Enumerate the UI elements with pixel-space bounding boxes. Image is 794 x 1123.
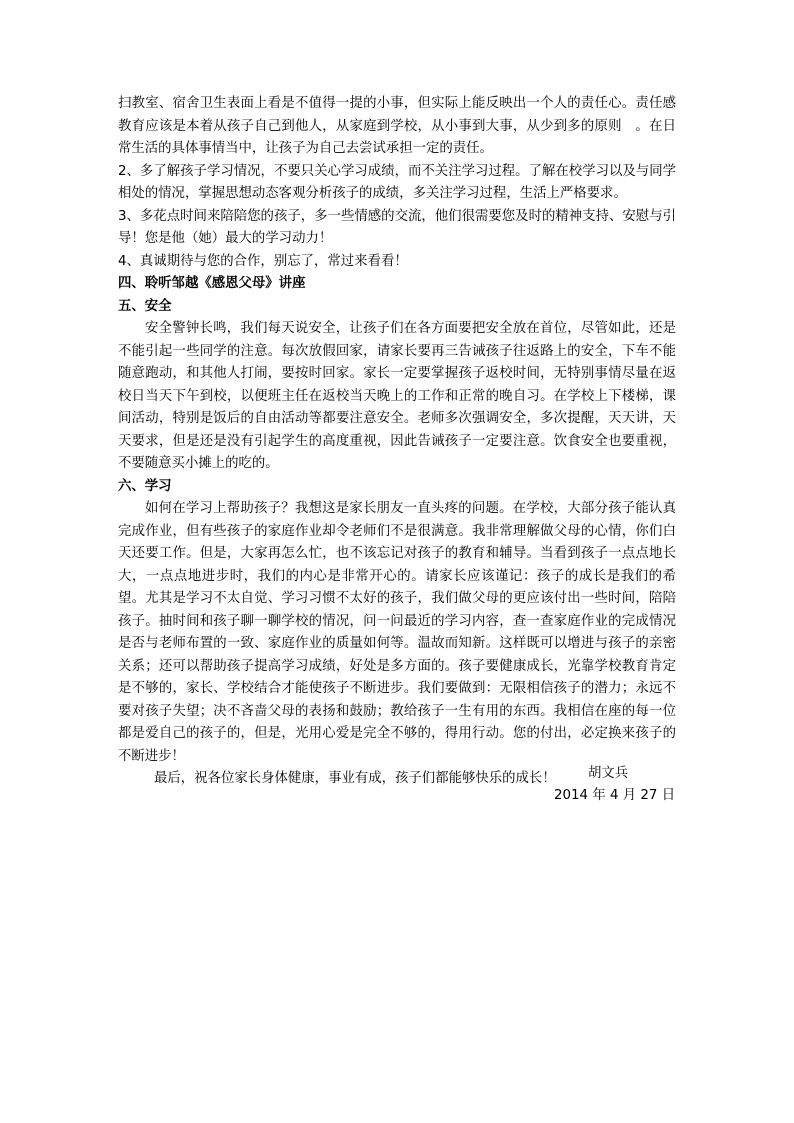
heading-lecture: 四、聆听邹越《感恩父母》讲座: [118, 276, 306, 291]
document-body: [118, 93, 676, 791]
paragraph-safety: 安全警钟长鸣，我们每天说安全，让孩子们在各方面要把安全放在首位，尽管如此，还是不能引起一些同学的注意。每次放假回家，请家长要再三告诫孩子往返路上的安全，下车不能随意跑动，和其他人打闹，要按时回家。家长一定要掌握孩子返校时间，无特别事情尽量在返校日当天下午到校，以便班主任在返校当天晚上的工作和正常的晚自习。在学校上下楼梯，课间活动，特别是饭后的自由活动等都要注意安全。老师多次强调安全，多次提醒，天天讲，天天要求，但是还是没有引起学生的高度重视，因此告诫孩子一定要注意。饮食安全也要重视，不要随意买小摊上的吃的。: [118, 321, 676, 471]
heading-safety: 五、安全: [118, 298, 172, 314]
signature-name: 胡文兵: [588, 766, 629, 781]
paragraph-item-2: 2、多了解孩子学习情况，不要只关心学习成绩，而不关注学习过程。了解在校学习以及与同学相处的情况，掌握思想动态客观分析孩子的成绩，多关注学习过程，生活上严格要求。: [118, 163, 676, 201]
signature-date: 2014 年 4 月 27 日: [554, 788, 676, 803]
paragraph-study: 如何在学习上帮助孩子？我想这是家长朋友一直头疼的问题。在学校，大部分孩子能认真完成作业，但有些孩子的家庭作业却令老师们不是很满意。我非常理解做父母的心情，你们白天还要工作。但是，大家再怎么忙，也不该忘记对孩子的教育和辅导。当看到孩子一点点地长大，一点点地进步时，我们的内心是非常开心的。请家长应该谨记：孩子的成长是我们的希望。尤其是学习不太自觉、学习习惯不太好的孩子，我们做父母的更应该付出一些时间，陪陪孩子。抽时间和孩子聊一聊学校的情况，问一问最近的学习内容，查一查家庭作业的完成情况是否与老师布置的一致、家庭作业的质量如何等。温故而知新。这样既可以增进与孩子的亲密关系；还可以帮助孩子提高学习成绩，好处是多方面的。孩子要健康成长，光靠学校教育肯定是不够的，家长、学校结合才能使孩子不断进步。我们要做到：无限相信孩子的潜力；永远不要对孩子失望；决不吝啬父母的表扬和鼓励；教给孩子一生有用的东西。我相信在座的每一位都是爱自己的孩子的，但是，光用心爱是完全不够的，得用行动。您的付出，必定换来孩子的不断进步！: [118, 501, 676, 764]
paragraph-item-3: 3、多花点时间来陪陪您的孩子，多一些情感的交流，他们很需要您及时的精神支持、安慰与引导！您是他（她）最大的学习动力！: [118, 208, 676, 246]
paragraph-closing: 最后，祝各位家长身体健康，事业有成，孩子们都能够快乐的成长！: [154, 771, 556, 786]
paragraph-item-4: 4、真诚期待与您的合作，别忘了，常过来看看！: [118, 253, 408, 269]
heading-study: 六、学习: [118, 478, 172, 494]
paragraph-responsibility: 扫教室、宿舍卫生表面上看是不值得一提的小事，但实际上能反映出一个人的责任心。责任感教育应该是本着从孩子自己到他人，从家庭到学校，从小事到大事，从少到多的原则 。在日常生活的具体事情当中，让孩子为自己去尝试承担一定的责任。: [118, 96, 676, 156]
